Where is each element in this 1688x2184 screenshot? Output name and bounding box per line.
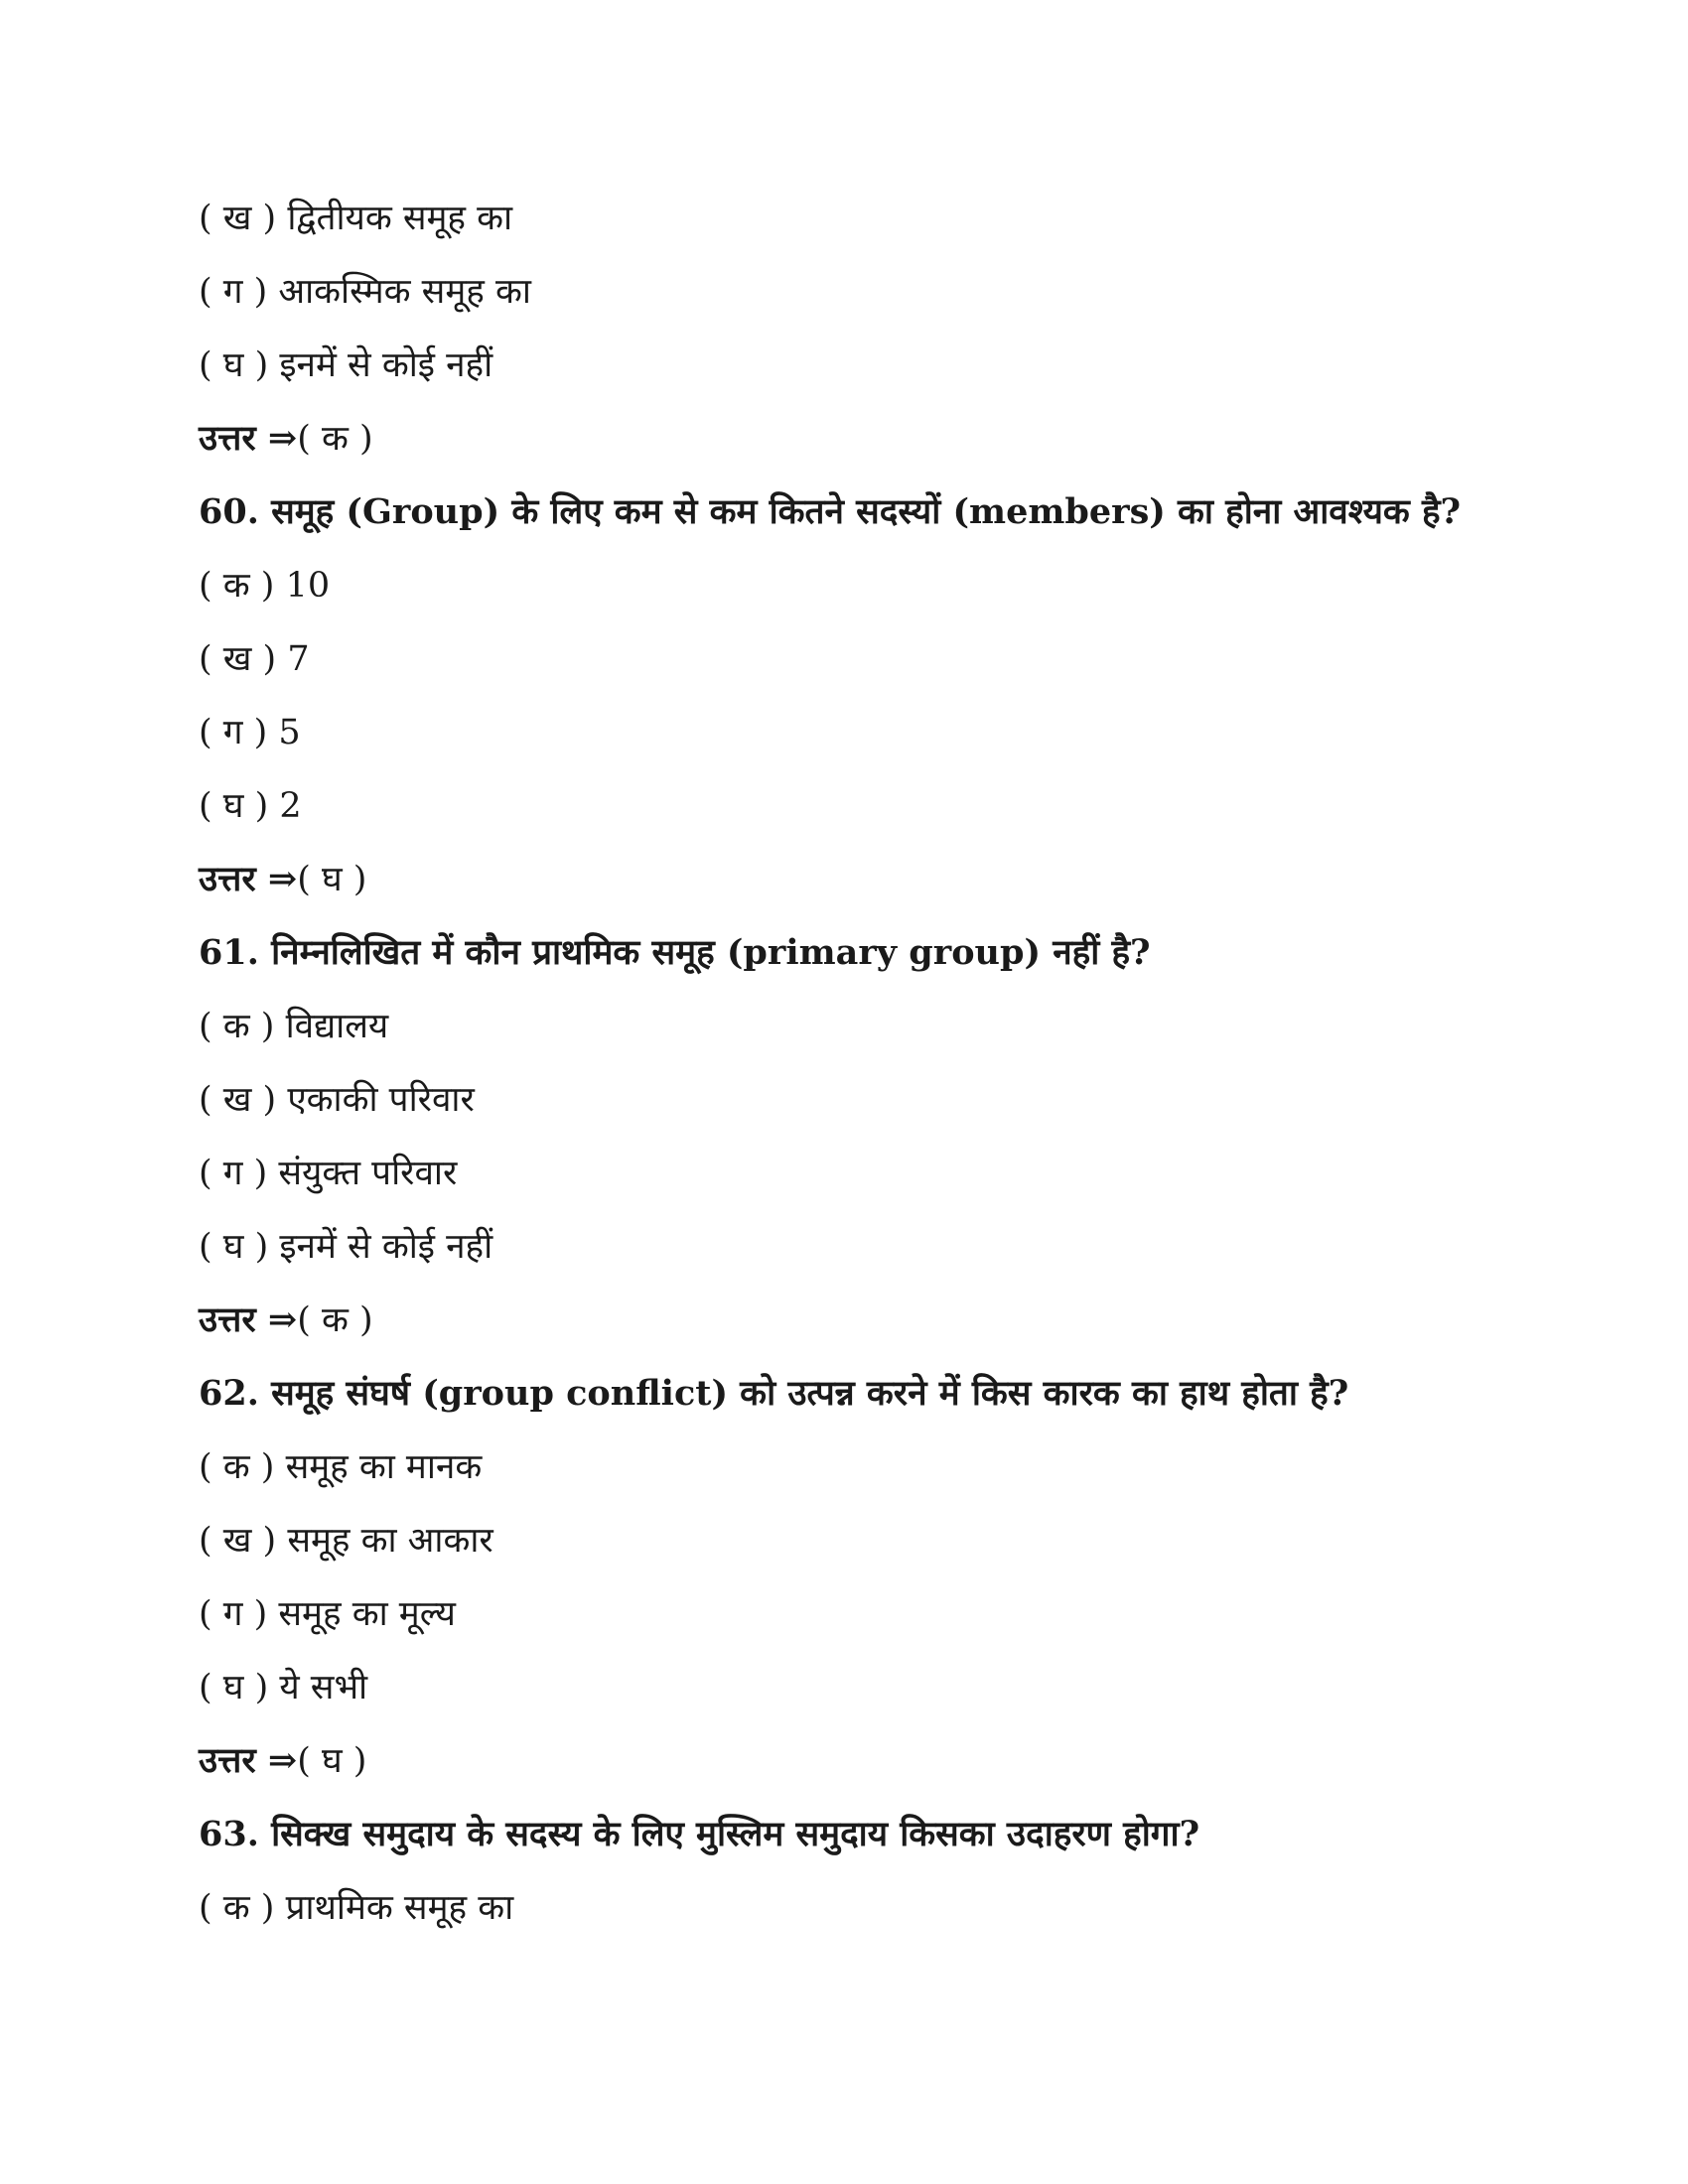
option-line: ( ग ) 5 — [199, 713, 301, 752]
option-line: ( क ) प्राथमिक समूह का — [199, 1888, 514, 1928]
option-line: ( ख ) समूह का आकार — [199, 1521, 493, 1561]
answer-label: उत्तर ⇒ — [199, 859, 298, 899]
answer-value: ( घ ) — [297, 1741, 367, 1781]
answer-value: ( क ) — [297, 1300, 373, 1340]
option-line: ( ग ) आकस्मिक समूह का — [199, 272, 531, 312]
question-63: 63. सिक्ख समुदाय के सदस्य के लिए मुस्लिम समुदाय किसका उदाहरण होगा? — [199, 1814, 1200, 1854]
option-line: ( घ ) 2 — [199, 786, 302, 826]
question-62: 62. समूह संघर्ष (group conflict) को उत्पन्न करने में किस कारक का हाथ होता है? — [199, 1373, 1349, 1414]
option-line: ( ख ) एकाकी परिवार — [199, 1080, 475, 1120]
answer-label: उत्तर ⇒ — [199, 1740, 298, 1781]
option-line: ( क ) विद्यालय — [199, 1007, 389, 1046]
option-line: ( क ) 10 — [199, 566, 331, 606]
answer-line — [199, 1298, 1569, 1342]
option-line: ( ग ) समूह का मूल्य — [199, 1594, 456, 1634]
question-61: 61. निम्नलिखित में कौन प्राथमिक समूह (primary group) नहीं है? — [199, 932, 1151, 973]
option-line: ( घ ) इनमें से कोई नहीं — [199, 1227, 493, 1267]
option-line: ( क ) समूह का मानक — [199, 1447, 483, 1487]
option-line: ( ग ) संयुक्त परिवार — [199, 1154, 458, 1193]
answer-line — [199, 858, 1569, 901]
option-line: ( ख ) द्वितीयक समूह का — [199, 199, 513, 238]
answer-value: ( क ) — [297, 419, 373, 459]
question-60: 60. समूह (Group) के लिए कम से कम कितने सदस्यों (members) का होना आवश्यक है? — [199, 491, 1462, 532]
option-line: ( घ ) इनमें से कोई नहीं — [199, 345, 493, 385]
option-line: ( ख ) 7 — [199, 639, 310, 679]
answer-line — [199, 1739, 1569, 1783]
option-line: ( घ ) ये सभी — [199, 1668, 368, 1707]
answer-label: उत्तर ⇒ — [199, 418, 298, 459]
answer-value: ( घ ) — [297, 860, 367, 899]
answer-label: उत्तर ⇒ — [199, 1299, 298, 1340]
answer-line — [199, 417, 1569, 461]
